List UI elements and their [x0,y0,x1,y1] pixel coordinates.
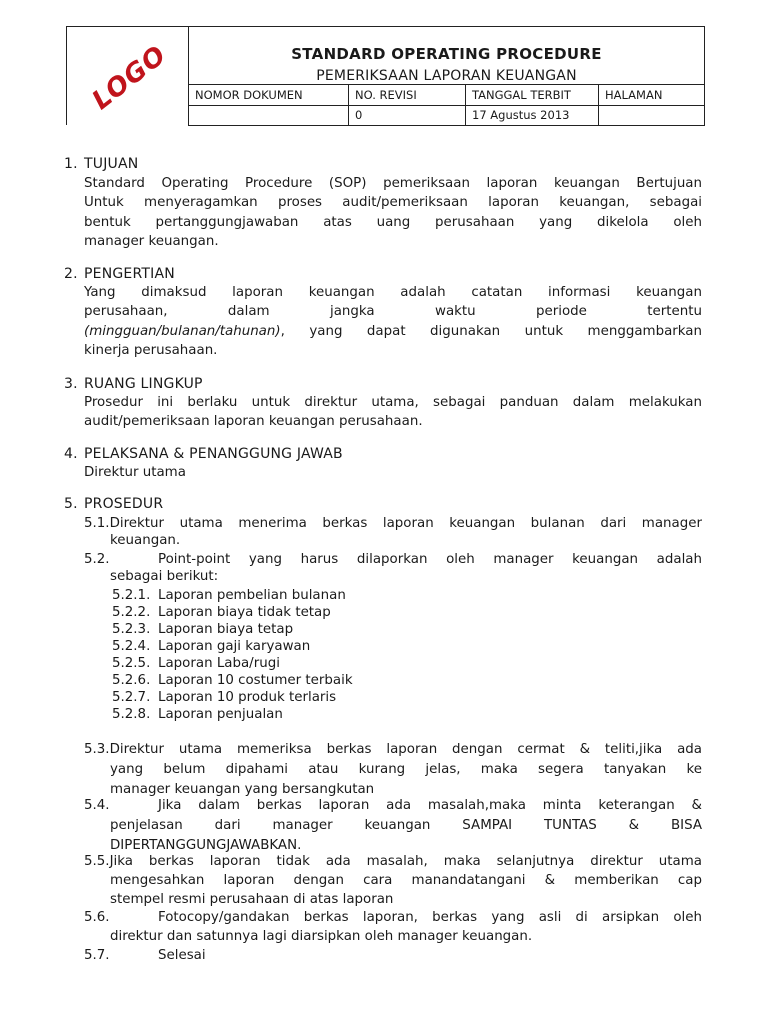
doc-number-value [189,105,349,125]
sub-number: 5.2.1. [112,588,151,603]
sub-number: 5.2.5. [112,656,151,671]
text-line: keuangan. [110,533,181,548]
section-title-text: RUANG LINGKUP [84,376,203,392]
step-text: Jika dalam berkas laporan ada masalah,maka minta keterangan & [158,798,702,813]
sub-number: 5.2.2. [112,605,151,620]
section-tujuan-title [64,156,138,172]
text-line: bentuk pertanggungjawaban atas uang perusahaan yang dikelola oleh [84,214,702,230]
sub-number: 5.2.7. [112,690,151,705]
step-5-3 [84,740,702,800]
issue-date-value: 17 Agustus 2013 [466,105,599,125]
text-line: audit/pemeriksaan laporan keuangan perusahaan. [84,414,423,430]
step-number: 5.7. [84,948,110,963]
step-5-5 [84,852,702,909]
text-line: direktur dan satunnya lagi diarsipkan oleh manager keuangan. [110,929,533,944]
sub-list [112,587,353,723]
step-text: Direktur utama memeriksa berkas laporan dengan cermat & teliti,jika ada [109,742,702,757]
step-5-6 [84,908,702,946]
page-label: HALAMAN [605,88,663,102]
text-line: Standard Operating Procedure (SOP) pemeriksaan laporan keuangan Bertujuan [84,176,702,191]
step-5-4 [84,796,702,856]
section-tujuan-body [84,174,702,251]
text-line: manager keuangan. [84,233,219,249]
step-number: 5.5. [84,854,110,869]
text-line [84,515,702,532]
section-number: 2. [64,266,78,282]
list-item [112,587,353,604]
list-item [112,604,353,621]
section-ruang-lingkup-title [64,376,203,392]
revision-label: NO. REVISI [349,85,466,105]
sub-number: 5.2.3. [112,622,151,637]
doc-number-label: NOMOR DOKUMEN [189,85,349,105]
step-text: Point-point yang harus dilaporkan oleh manager keuangan adalah [158,552,702,567]
sub-text: Laporan biaya tidak tetap [158,605,331,620]
text-line: stempel resmi perusahaan di atas laporan [110,892,394,907]
step-text: Fotocopy/gandakan berkas laporan, berkas yang asli di arsipkan oleh [158,910,702,925]
list-item [112,621,353,638]
text-line: Yang dimaksud laporan keuangan adalah catatan informasi keuangan [84,285,702,300]
section-pengertian-body [84,283,702,360]
section-pelaksana-title [64,446,343,462]
text-line [84,946,702,965]
step-text: Direktur utama menerima berkas laporan keuangan bulanan dari manager [109,516,702,531]
header-title-block [188,26,705,126]
section-prosedur-title [64,496,163,512]
text-line: DIPERTANGGUNGJAWABKAN. [110,838,302,853]
sop-subtitle: PEMERIKSAAN LAPORAN KEUANGAN [316,68,577,84]
sub-text: Laporan Laba/rugi [158,656,280,671]
text-line: manager keuangan yang bersangkutan [110,782,375,797]
step-number: 5.4. [84,798,110,813]
sub-text: Laporan biaya tetap [158,622,294,637]
logo-cell [66,26,189,125]
info-value-row [189,105,704,125]
text-line: yang belum dipahami atau kurang jelas, maka segera tanyakan ke [110,762,702,777]
sub-number: 5.2.4. [112,639,151,654]
section-number: 5. [64,496,78,512]
step-number: 5.3. [84,742,110,757]
text-line [84,796,702,816]
section-pengertian-title [64,266,175,282]
text-line [84,852,702,871]
section-title-text: PELAKSANA & PENANGGUNG JAWAB [84,446,343,462]
revision-value: 0 [349,105,466,125]
text-line: sebagai berikut: [110,569,219,584]
info-header-row [189,85,704,106]
text-line: Untuk menyeragamkan proses audit/pemeriksaan laporan keuangan, sebagai [84,195,702,211]
step-5-1 [84,515,702,549]
list-item [112,638,353,655]
list-item [112,672,353,689]
text-line: kinerja perusahaan. [84,342,218,358]
text-line: perusahaan, dalam jangka waktu periode tertentu [84,304,702,320]
section-title-text: PENGERTIAN [84,266,175,282]
section-title-text: PROSEDUR [84,496,164,512]
sop-title: STANDARD OPERATING PROCEDURE [291,45,602,63]
step-5-7 [84,946,702,965]
text-line [84,322,702,341]
logo: LOGO [86,39,173,117]
step-text: Jika berkas laporan tidak ada masalah, maka selanjutnya direktur utama [109,854,702,869]
text-line [84,551,702,568]
page-value [599,105,704,125]
italic-text: (mingguan/bulanan/tahunan) [84,323,281,339]
section-number: 3. [64,376,78,392]
list-item [112,655,353,672]
section-title-text: TUJUAN [84,156,139,172]
step-5-2 [84,551,702,585]
step-number: 5.6. [84,910,110,925]
section-ruang-lingkup-body [84,393,702,432]
text-line: Prosedur ini berlaku untuk direktur utama, sebagai panduan dalam melakukan [84,395,702,410]
text-line [84,908,702,927]
text-line [84,740,702,760]
text-line: penjelasan dari manager keuangan SAMPAI TUNTAS & BISA [110,818,702,833]
section-number: 4. [64,446,78,462]
sub-text: Laporan 10 produk terlaris [158,690,337,705]
sub-number: 5.2.8. [112,707,151,722]
section-pelaksana-body: Direktur utama [84,465,186,480]
sub-text: Laporan penjualan [158,707,283,722]
step-number: 5.2. [84,552,110,567]
sub-text: Laporan gaji karyawan [158,639,311,654]
sub-text: Laporan pembelian bulanan [158,588,346,603]
document-info-table [189,84,704,126]
sub-text: Laporan 10 costumer terbaik [158,673,353,688]
list-item [112,706,353,723]
step-text: Selesai [158,948,206,963]
text-span: , yang dapat digunakan untuk menggambarkan [280,323,702,339]
section-number: 1. [64,156,78,172]
sub-number: 5.2.6. [112,673,151,688]
step-number: 5.1. [84,516,110,531]
document-header [66,26,704,126]
text-line: mengesahkan laporan dengan cara manandatangani & memberikan cap [110,873,702,888]
list-item [112,689,353,706]
issue-date-label: TANGGAL TERBIT [466,85,599,105]
